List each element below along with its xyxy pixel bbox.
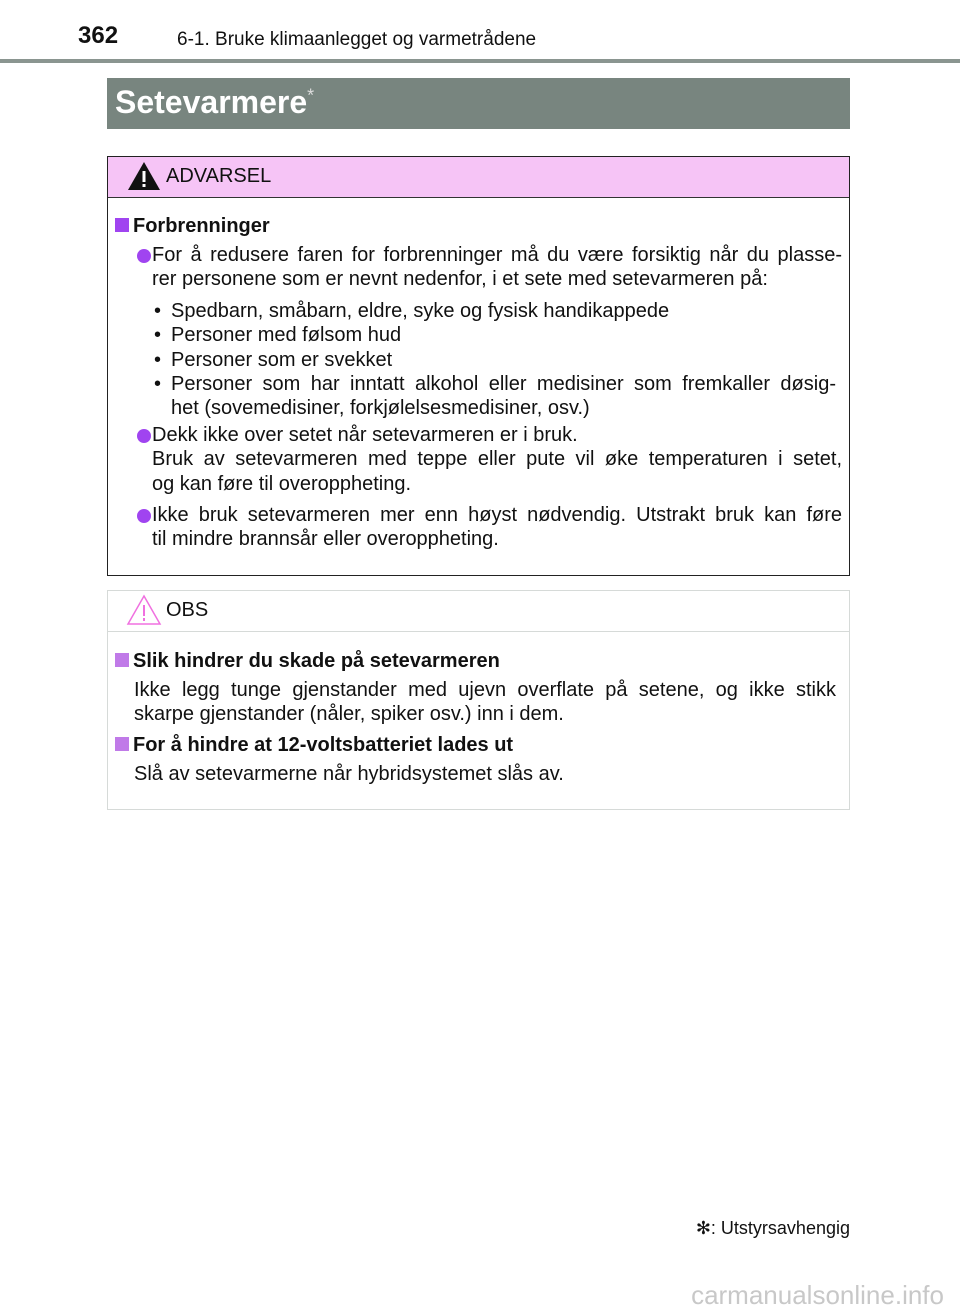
watermark: carmanualsonline.info	[691, 1280, 944, 1310]
paragraph-line: For å redusere faren for forbrenninger må du være forsiktig når du plasse-	[152, 244, 842, 266]
section-title-text: Setevarmere	[115, 84, 308, 120]
list-item: Personer som har inntatt alkohol eller medisiner som fremkaller døsig-	[171, 373, 836, 395]
warning-label: ADVARSEL	[166, 165, 272, 187]
paragraph-line: Ikke bruk setevarmeren mer enn høyst nødvendig. Utstrakt bruk kan føre	[152, 504, 842, 526]
paragraph-line: Slå av setevarmerne når hybridsystemet slås av.	[134, 763, 564, 785]
warning-section-heading	[115, 214, 270, 238]
footnote: ✻: Utstyrsavhengig	[695, 1218, 850, 1238]
warning-box	[107, 156, 850, 576]
paragraph-line: til mindre brannsår eller overoppheting.	[152, 528, 499, 550]
bullet-dot-icon	[137, 249, 151, 263]
notice-section-title: Slik hindrer du skade på setevarmeren	[133, 650, 500, 672]
page-number: 362	[78, 22, 119, 49]
list-bullet: •	[154, 300, 162, 322]
caution-triangle-icon	[126, 594, 162, 626]
bullet-dot-icon	[137, 429, 151, 443]
list-item: Personer med følsom hud	[171, 324, 402, 346]
paragraph-line: rer personene som er nevnt nedenfor, i et sete med setevarmeren på:	[152, 268, 768, 290]
header-rule	[0, 59, 960, 63]
paragraph-line: skarpe gjenstander (nåler, spiker osv.) inn i dem.	[134, 703, 564, 725]
paragraph-line: Dekk ikke over setet når setevarmeren er i bruk.	[152, 424, 578, 446]
notice-box	[107, 590, 850, 810]
square-bullet-icon	[115, 653, 129, 667]
notice-section-heading	[115, 733, 513, 757]
equipment-mark: *	[307, 85, 315, 106]
notice-section-heading	[115, 649, 500, 673]
list-item: Personer som er svekket	[171, 349, 393, 371]
warning-triangle-icon	[126, 160, 162, 192]
notice-label: OBS	[166, 599, 209, 621]
warning-section-title: Forbrenninger	[133, 215, 270, 237]
square-bullet-icon	[115, 218, 129, 232]
paragraph-line: Bruk av setevarmeren med teppe eller pute vil øke temperaturen i setet,	[152, 448, 842, 470]
list-bullet: •	[154, 349, 162, 371]
notice-section-title: For å hindre at 12-voltsbatteriet lades ut	[133, 734, 514, 756]
list-bullet: •	[154, 373, 162, 395]
chapter-title: 6-1. Bruke klimaanlegget og varmetrådene	[177, 29, 537, 50]
section-title	[115, 84, 314, 121]
section-title-bar	[107, 78, 850, 129]
list-item-continued: het (sovemedisiner, forkjølelsesmedisiner, osv.)	[171, 397, 590, 419]
list-bullet: •	[154, 324, 162, 346]
warning-header	[108, 157, 849, 198]
square-bullet-icon	[115, 737, 129, 751]
bullet-dot-icon	[137, 509, 151, 523]
paragraph-line: og kan føre til overoppheting.	[152, 473, 412, 495]
list-item: Spedbarn, småbarn, eldre, syke og fysisk handikappede	[171, 300, 670, 322]
paragraph-line: Ikke legg tunge gjenstander med ujevn overflate på setene, og ikke stikk	[134, 679, 836, 701]
notice-header	[108, 591, 849, 632]
